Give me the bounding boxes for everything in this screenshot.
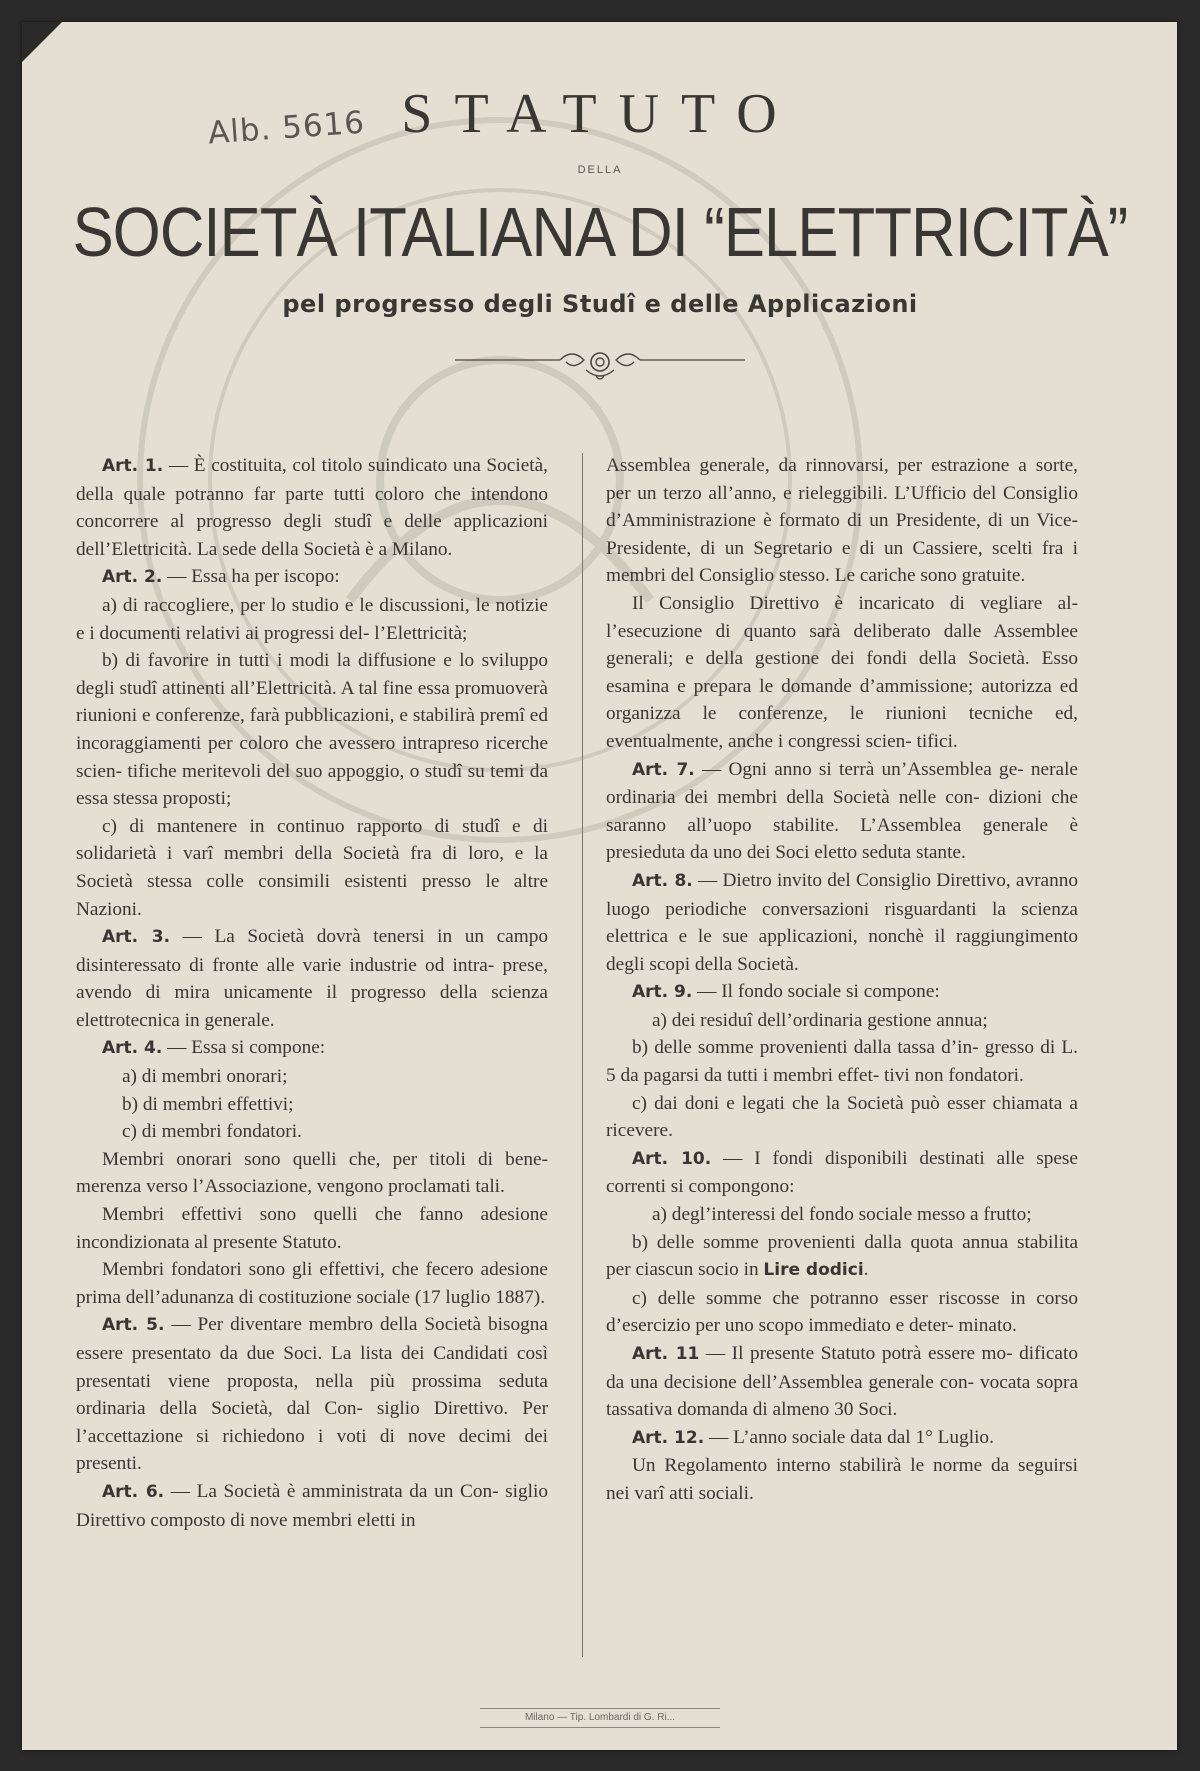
members-honorary: Membri onorari sono quelli che, per titoli di bene- merenza verso l’Associazione, vengono proclamati tali. [76,1148,548,1198]
article-10: Art. 10. — I fondi disponibili destinati alle spese correnti si compongono: [606,1147,1078,1198]
members-founders: Membri fondatori sono gli effettivi, che fecero adesione prima dell’adunanza di costituzione sociale (17 luglio 1887). [76,1259,548,1308]
article-2-b: b) di favorire in tutti i modi la diffusione e lo sviluppo degli studî attinenti all’Elettricità. A tal fine essa promuoverà riunioni e conferenze, farà pubblicazioni, e stabilirà premî ed incoraggiamenti per coloro che avessero intrapreso ricerche scien- tifiche meritevoli del suo appoggio, o studî su temi da essa stessa proposti; [76,650,548,810]
della-label: DELLA [577,164,623,176]
article-2-a: a) di raccogliere, per lo studio e le discussioni, le notizie e i documenti relativi ai progressi del- l’Elettricità; [76,594,548,644]
footer-rule-bottom [480,1727,720,1728]
article-9-a: a) dei residuî dell’ordinaria gestione annua; [652,1009,988,1031]
column-divider [582,453,583,1657]
footer-rule-top [480,1708,720,1709]
article-6-continued: Assemblea generale, da rinnovarsi, per estrazione a sorte, per un terzo all’anno, e rieleggibili. L’Ufficio del Consiglio d’Amministrazione è formato di un Presidente, di un Vice-Presidente, di un Segretario e di un Cassiere, scelti fra i membri del Consiglio stesso. Le cariche sono gratuite. [606,455,1078,587]
council-duties: Il Consiglio Direttivo è incaricato di vegliare al- l’esecuzione di quanto sarà deliberato dalle Assemblee generali; e della gestione dei fondi della Società. Esso esamina e prepara le domande d’ammissione; autorizza ed organizza le conferenze, le riunioni tecniche ed, eventualmente, anche i congressi scien- tifici. [606,592,1078,752]
article-6: Art. 6. — La Società è amministrata da un Con- siglio Direttivo composto di nove membri eletti in [76,1480,548,1531]
article-9-b: b) delle somme provenienti dalla tassa d’in- gresso di L. 5 da pagarsi da tutti i membri effet- tivi non fondatori. [606,1037,1078,1087]
article-12: Art. 12. — L’anno sociale data dal 1° Luglio. [632,1426,994,1448]
article-2: Art. 2. — Essa ha per iscopo: [102,566,340,588]
ornament-divider-icon [450,340,750,400]
article-7: Art. 7. — Ogni anno si terrà un’Assemblea ge- nerale ordinaria dei membri della Società nelle con- dizioni che saranno all’uopo stabilite. L’Assemblea generale è presieduta da uno dei Soci eletto seduta stante. [606,758,1078,864]
article-2-c: c) di mantenere in continuo rapporto di studî e di solidarietà i varî membri della Società fra di loro, e la Società stessa colle consimili esistenti presso le altre Nazioni. [76,815,548,920]
article-9-c: c) dai doni e legati che la Società può esser chiamata a ricevere. [606,1092,1078,1142]
article-10-b: b) delle somme provenienti dalla quota annua stabilita per ciascun socio in Lire dodici. [606,1231,1078,1281]
article-10-c: c) delle somme che potranno esser riscosse in corso d’esercizio per uno scopo immediato e deter- minato. [606,1287,1078,1337]
subtitle: pel progresso degli Studî e delle Applicazioni [282,290,918,318]
members-effective: Membri effettivi sono quelli che fanno adesione incondizionata al presente Statuto. [76,1204,548,1253]
article-4: Art. 4. — Essa si compone: [102,1037,326,1059]
internal-regulation: Un Regolamento interno stabilirà le norme da seguirsi nei varî atti sociali. [606,1455,1078,1504]
article-8: Art. 8. — Dietro invito del Consiglio Direttivo, avranno luogo periodiche conversazioni risguardanti la scienza elettrica e le sue applicazioni, nonchè il raggiungimento degli scopi della Società. [606,869,1078,975]
article-4-c: c) di membri fondatori. [122,1121,302,1143]
article-4-b: b) di membri effettivi; [122,1093,294,1115]
article-3: Art. 3. — La Società dovrà tenersi in un campo disinteressato di fronte alle varie industrie od intra- prese, avendo di mira unicamente il progresso della scienza elettrotecnica in generale. [76,926,548,1031]
torn-corner [22,22,62,62]
article-11: Art. 11 — Il presente Statuto potrà essere mo- dificato da una decisione dell’Assemblea generale con- vocata sopra tassativa domanda di almeno 30 Soci. [606,1343,1078,1421]
article-1: Art. 1. — È costituita, col titolo suindicato una Società, della quale potranno far parte tutti coloro che intendono concorrere al progresso degli studî e delle applicazioni dell’Elettricità. La sede della Società è a Milano. [76,455,548,560]
printer-imprint: Milano — Tip. Lombardi di G. Ri... [524,1712,676,1723]
article-10-a: a) degl’interessi del fondo sociale messo a frutto; [652,1204,1032,1226]
article-4-a: a) di membri onorari; [122,1066,288,1088]
right-column [606,452,1078,1508]
society-name: SOCIETÀ ITALIANA DI “ELETTRICITÀ” [72,193,1128,271]
article-9: Art. 9. — Il fondo sociale si compone: [632,981,940,1003]
left-column [76,452,548,1534]
article-5: Art. 5. — Per diventare membro della Società bisogna essere presentato da due Soci. La lista dei Candidati così presentati viene proposta, nella più prossima seduta ordinaria della Società, dal Con- siglio Direttivo. Per l’accettazione si richiedono i voti di nove decimi dei presenti. [76,1314,548,1475]
page-title: STATUTO [401,83,799,145]
inventory-mark: Alb. 5616 [206,104,367,152]
